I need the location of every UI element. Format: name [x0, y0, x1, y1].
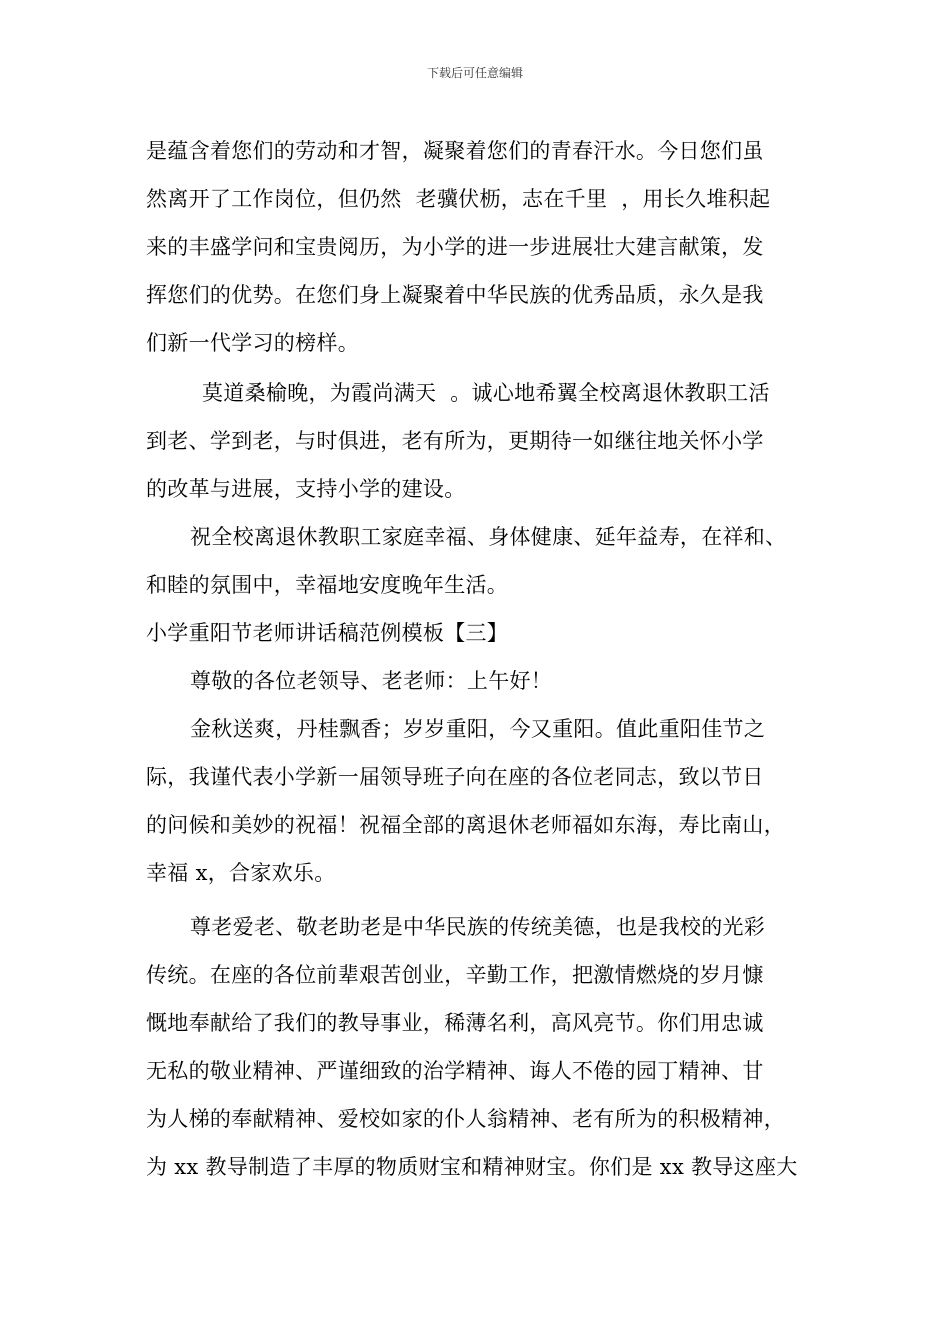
text-line: 们新一代学习的榜样。 [146, 331, 359, 355]
text-line: 为 xx 教导制造了丰厚的物质财宝和精神财宝。你们是 xx 教导这座大 [146, 1155, 798, 1179]
greeting: 尊敬的各位老领导、老老师：上午好！ [190, 669, 553, 693]
paragraph [146, 705, 846, 897]
text-line: 和睦的氛围中，幸福地安度晚年生活。 [146, 573, 509, 597]
text-line: 的问候和美妙的祝福！祝福全部的离退休老师福如东海，寿比南山， [146, 813, 785, 837]
paragraph [146, 903, 846, 1191]
text-line: 到老、学到老，与时俱进，老有所为，更期待一如继往地关怀小学 [146, 429, 764, 453]
text-line: 幸福 x，合家欢乐。 [146, 861, 336, 885]
text-line: 际，我谨代表小学新一届领导班子向在座的各位老同志，致以节日 [146, 765, 764, 789]
text-line: 慨地奉献给了我们的教导事业，稀薄名利，高风亮节。你们用忠诚 [146, 1011, 764, 1035]
text-line: 尊老爱老、敬老助老是中华民族的传统美德，也是我校的光彩 [190, 915, 766, 939]
text-line: 无私的敬业精神、严谨细致的治学精神、诲人不倦的园丁精神、甘 [146, 1059, 764, 1083]
page-header: 下载后可任意编辑 [426, 66, 523, 80]
text-line: 来的丰盛学问和宝贵阅历，为小学的进一步进展壮大建言献策，发 [146, 235, 764, 259]
text-line: 挥您们的优势。在您们身上凝聚着中华民族的优秀品质，永久是我 [146, 283, 764, 307]
paragraph [146, 513, 846, 609]
text-line: 然离开了工作岗位，但仍然 老骥伏枥，志在千里 ，用长久堆积起 [146, 187, 771, 211]
text-line: 金秋送爽，丹桂飘香；岁岁重阳，今又重阳。值此重阳佳节之 [190, 717, 766, 741]
text-line: 的改革与进展，支持小学的建设。 [146, 477, 466, 501]
text-line: 传统。在座的各位前辈艰苦创业，辛勤工作，把激情燃烧的岁月慷 [146, 963, 764, 987]
text-line: 祝全校离退休教职工家庭幸福、身体健康、延年益寿，在祥和、 [190, 525, 787, 549]
paragraph [146, 369, 846, 513]
text-line: 是蕴含着您们的劳动和才智，凝聚着您们的青春汗水。今日您们虽 [146, 139, 764, 163]
text-line: 莫道桑榆晚，为霞尚满天 。诚心地希翼全校离退休教职工活 [202, 381, 770, 405]
text-line: 为人梯的奉献精神、爱校如家的仆人翁精神、老有所为的积极精神， [146, 1107, 785, 1131]
section-title: 小学重阳节老师讲话稿范例模板【三】 [146, 621, 509, 645]
document-body [146, 127, 846, 1191]
paragraph [146, 127, 846, 367]
